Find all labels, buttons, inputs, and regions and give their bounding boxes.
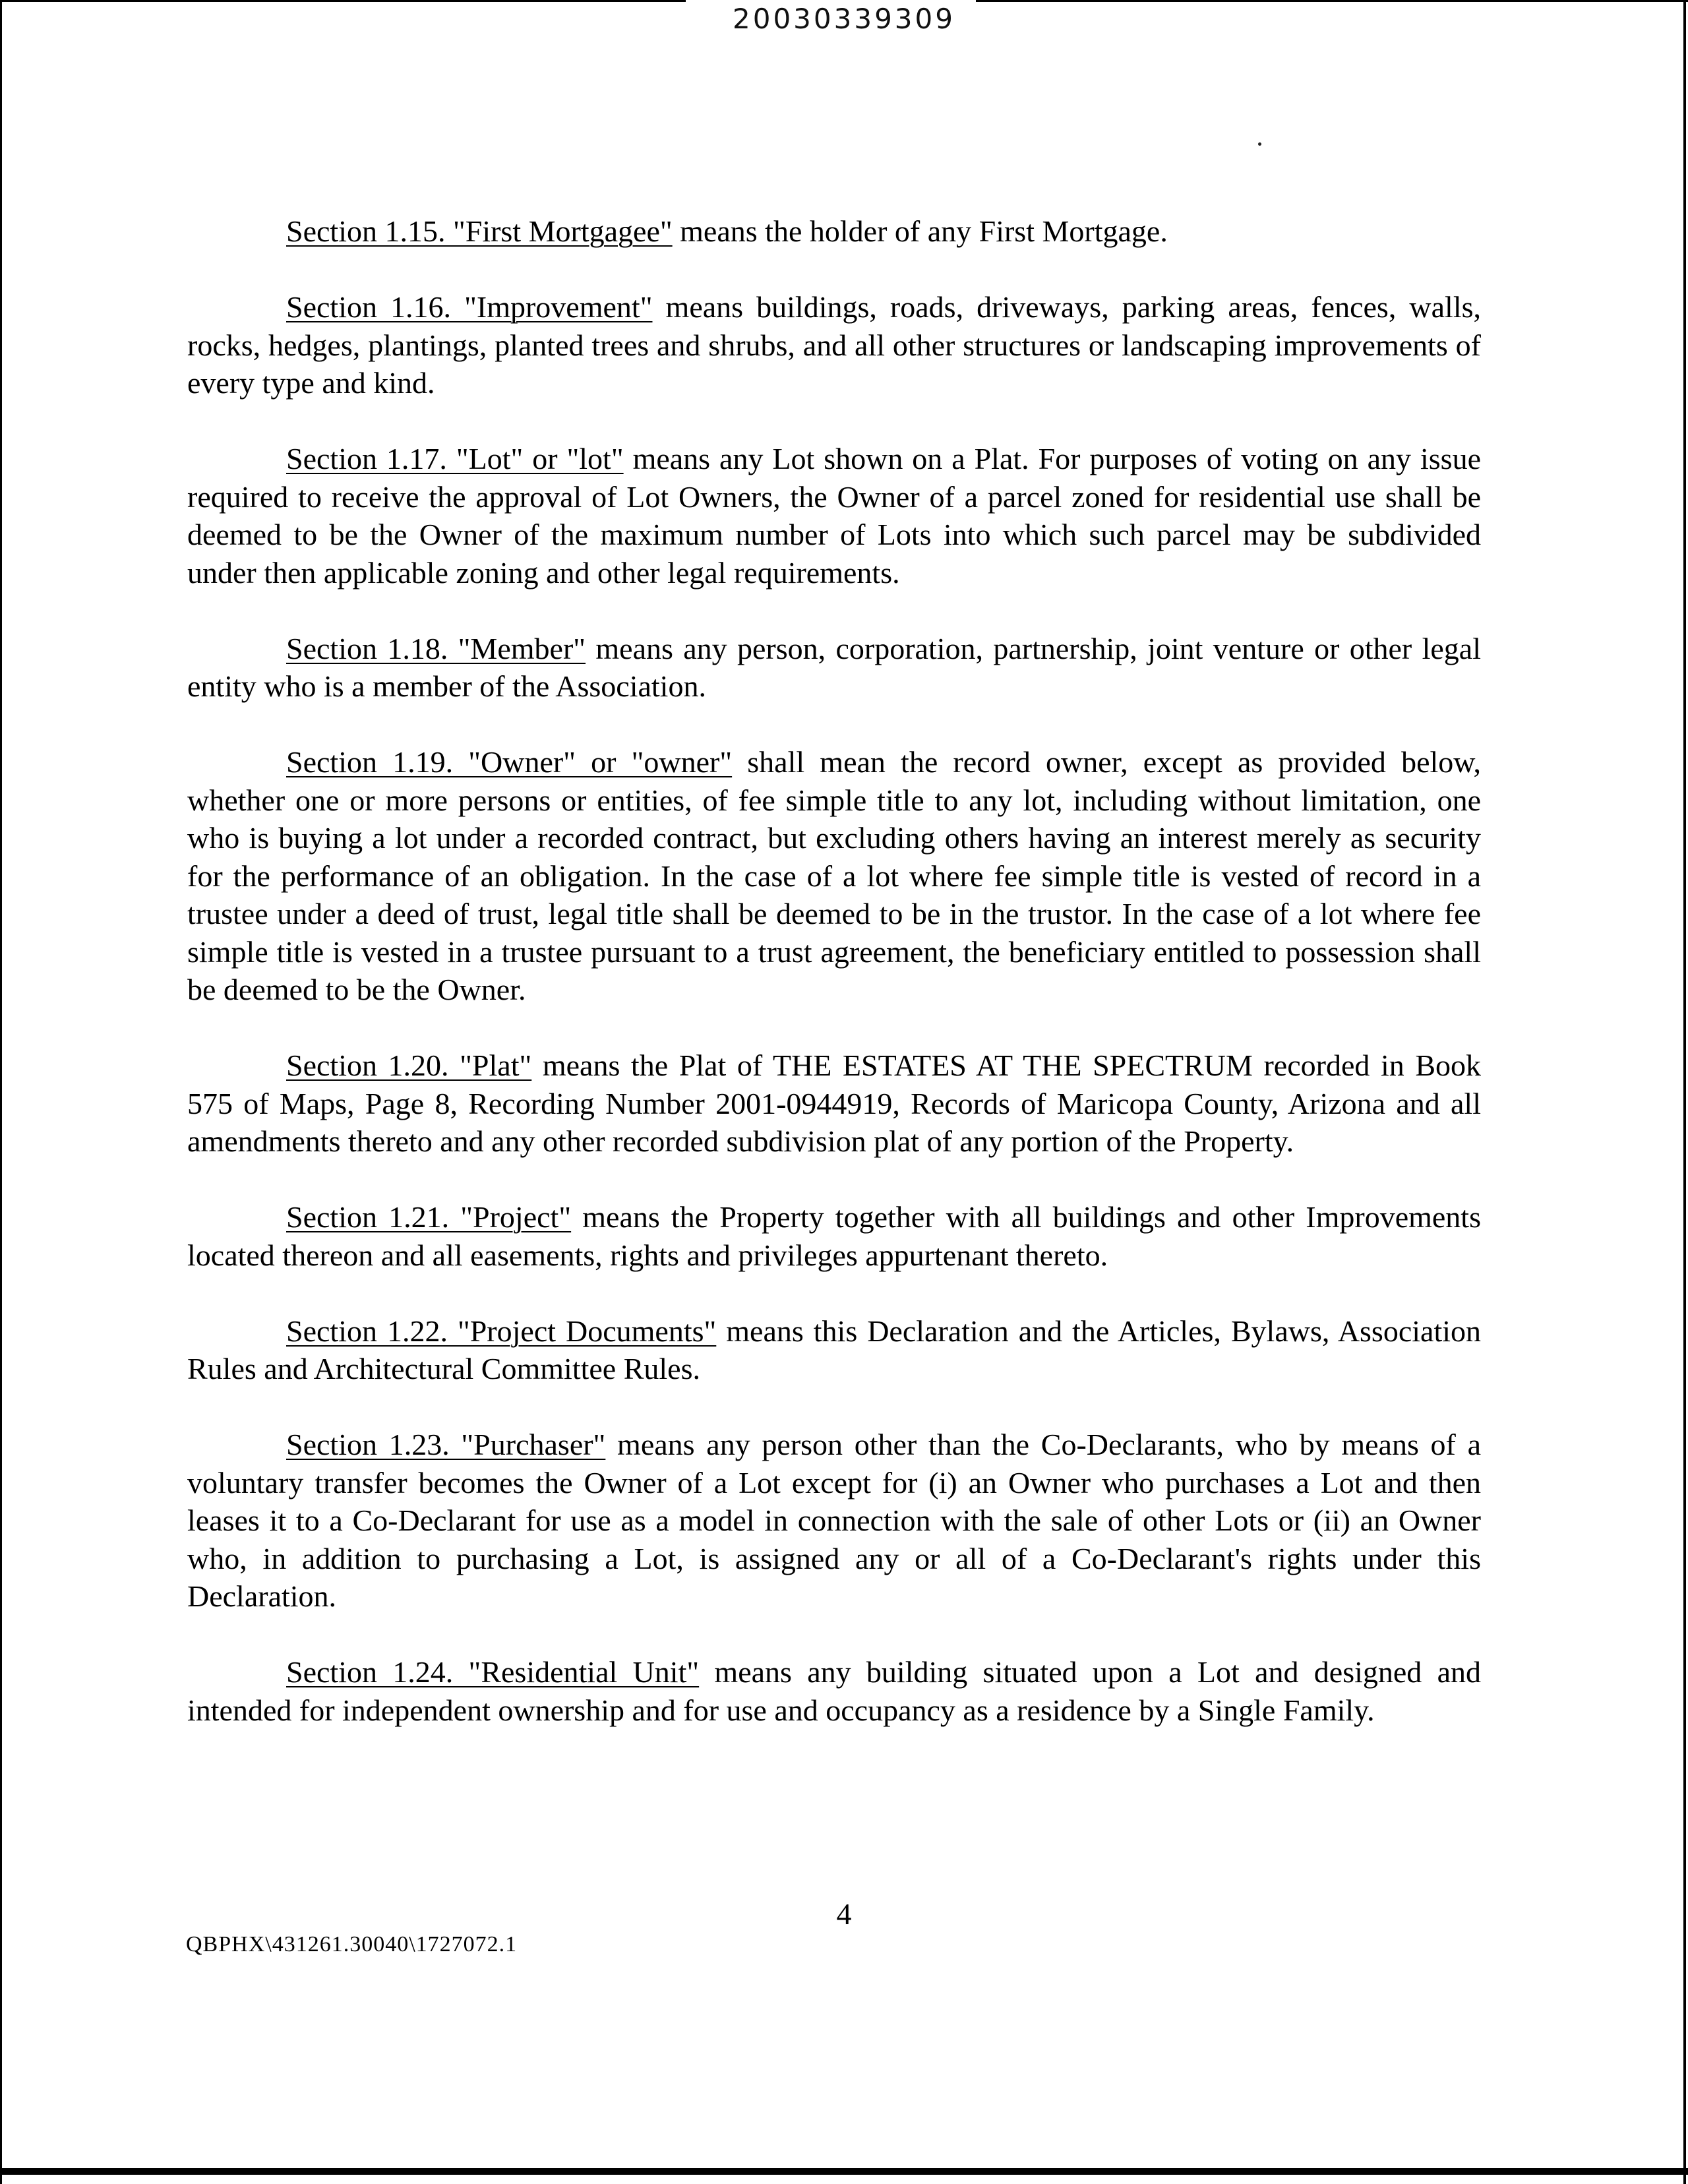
page-border-left [0,0,2,2184]
section-heading: Section 1.23. "Purchaser" [286,1428,606,1461]
section-1-18 [187,630,1481,706]
section-text: means any person, corporation, partnership, joint venture or other legal entity who is a member of the Association. [187,631,1481,703]
section-1-20 [187,1046,1481,1161]
section-text: means any person other than the Co-Declarants, who by means of a voluntary transfer becomes the Owner of a Lot except for (i) an Owner who purchases a Lot and then leases it to a Co-Declarant for use as a model in connection with the sale of other Lots or (ii) an Owner who, in addition to purchasing a Lot, is assigned any or all of a Co-Declarant's rights under this Declaration. [187,1428,1482,1613]
scan-speck [1258,142,1261,146]
section-heading: Section 1.20. "Plat" [286,1048,532,1082]
section-1-22 [187,1312,1481,1388]
section-text: means any Lot shown on a Plat. For purposes of voting on any issue required to receive the approval of Lot Owners, the Owner of a parcel zoned for residential use shall be deemed to be the Owner of the maximum number of Lots into which such parcel may be subdivided under then applicable zoning and other legal requirements. [187,442,1481,590]
section-text: means this Declaration and the Articles, Bylaws, Association Rules and Architectural Committee Rules. [187,1314,1482,1385]
document-body [187,212,1481,1767]
section-1-21 [187,1198,1481,1274]
page-border-right [1683,0,1686,2184]
file-reference: QBPHX\431261.30040\1727072.1 [186,1932,518,1957]
page-number: 4 [836,1897,852,1931]
section-1-15 [187,212,1481,251]
section-1-17 [187,440,1481,592]
section-heading: Section 1.15. "First Mortgagee" [286,214,673,248]
page-border-top [0,0,686,2]
page-border-bottom [0,2168,1688,2175]
section-1-16 [187,288,1481,402]
section-text: means buildings, roads, driveways, parking areas, fences, walls, rocks, hedges, plantings, planted trees and shrubs, and all other structures or landscaping improvements of every type and kind. [187,290,1482,400]
section-text: means the holder of any First Mortgage. [672,214,1168,248]
section-heading: Section 1.24. "Residential Unit" [286,1655,700,1689]
document-number: 20030339309 [733,3,955,35]
section-heading: Section 1.17. "Lot" or "lot" [286,442,624,475]
section-text: shall mean the record owner, except as provided below, whether one or more persons or entities, of fee simple title to any lot, including without limitation, one who is buying a lot under a recorded contract, but excluding others having an interest merely as security for the performance of an obligation. In the case of a lot where fee simple title is vested of record in a trustee under a deed of trust, legal title shall be deemed to be in the trustor. In the case of a lot where fee simple title is vested in a trustee pursuant to a trust agreement, the beneficiary entitled to possession shall be deemed to be the Owner. [187,745,1481,1006]
section-1-24 [187,1653,1481,1729]
section-heading: Section 1.22. "Project Documents" [286,1314,717,1348]
section-heading: Section 1.21. "Project" [286,1200,572,1234]
section-text: means the Property together with all buildings and other Improvements located thereon and all easements, rights and privileges appurtenant thereto. [187,1200,1481,1272]
section-heading: Section 1.19. "Owner" or "owner" [286,745,733,779]
section-heading: Section 1.18. "Member" [286,631,586,665]
section-1-19 [187,743,1481,1009]
section-text: means any building situated upon a Lot and designed and intended for independent ownership and for use and occupancy as a residence by a Single Family. [187,1655,1481,1727]
section-text: means the Plat of THE ESTATES AT THE SPECTRUM recorded in Book 575 of Maps, Page 8, Recording Number 2001-0944919, Records of Maricopa County, Arizona and all amendments thereto and any other recorded subdivision plat of any portion of the Property. [187,1048,1481,1158]
section-1-23 [187,1426,1481,1616]
page-border-top [976,0,1688,2]
section-heading: Section 1.16. "Improvement" [286,290,653,324]
